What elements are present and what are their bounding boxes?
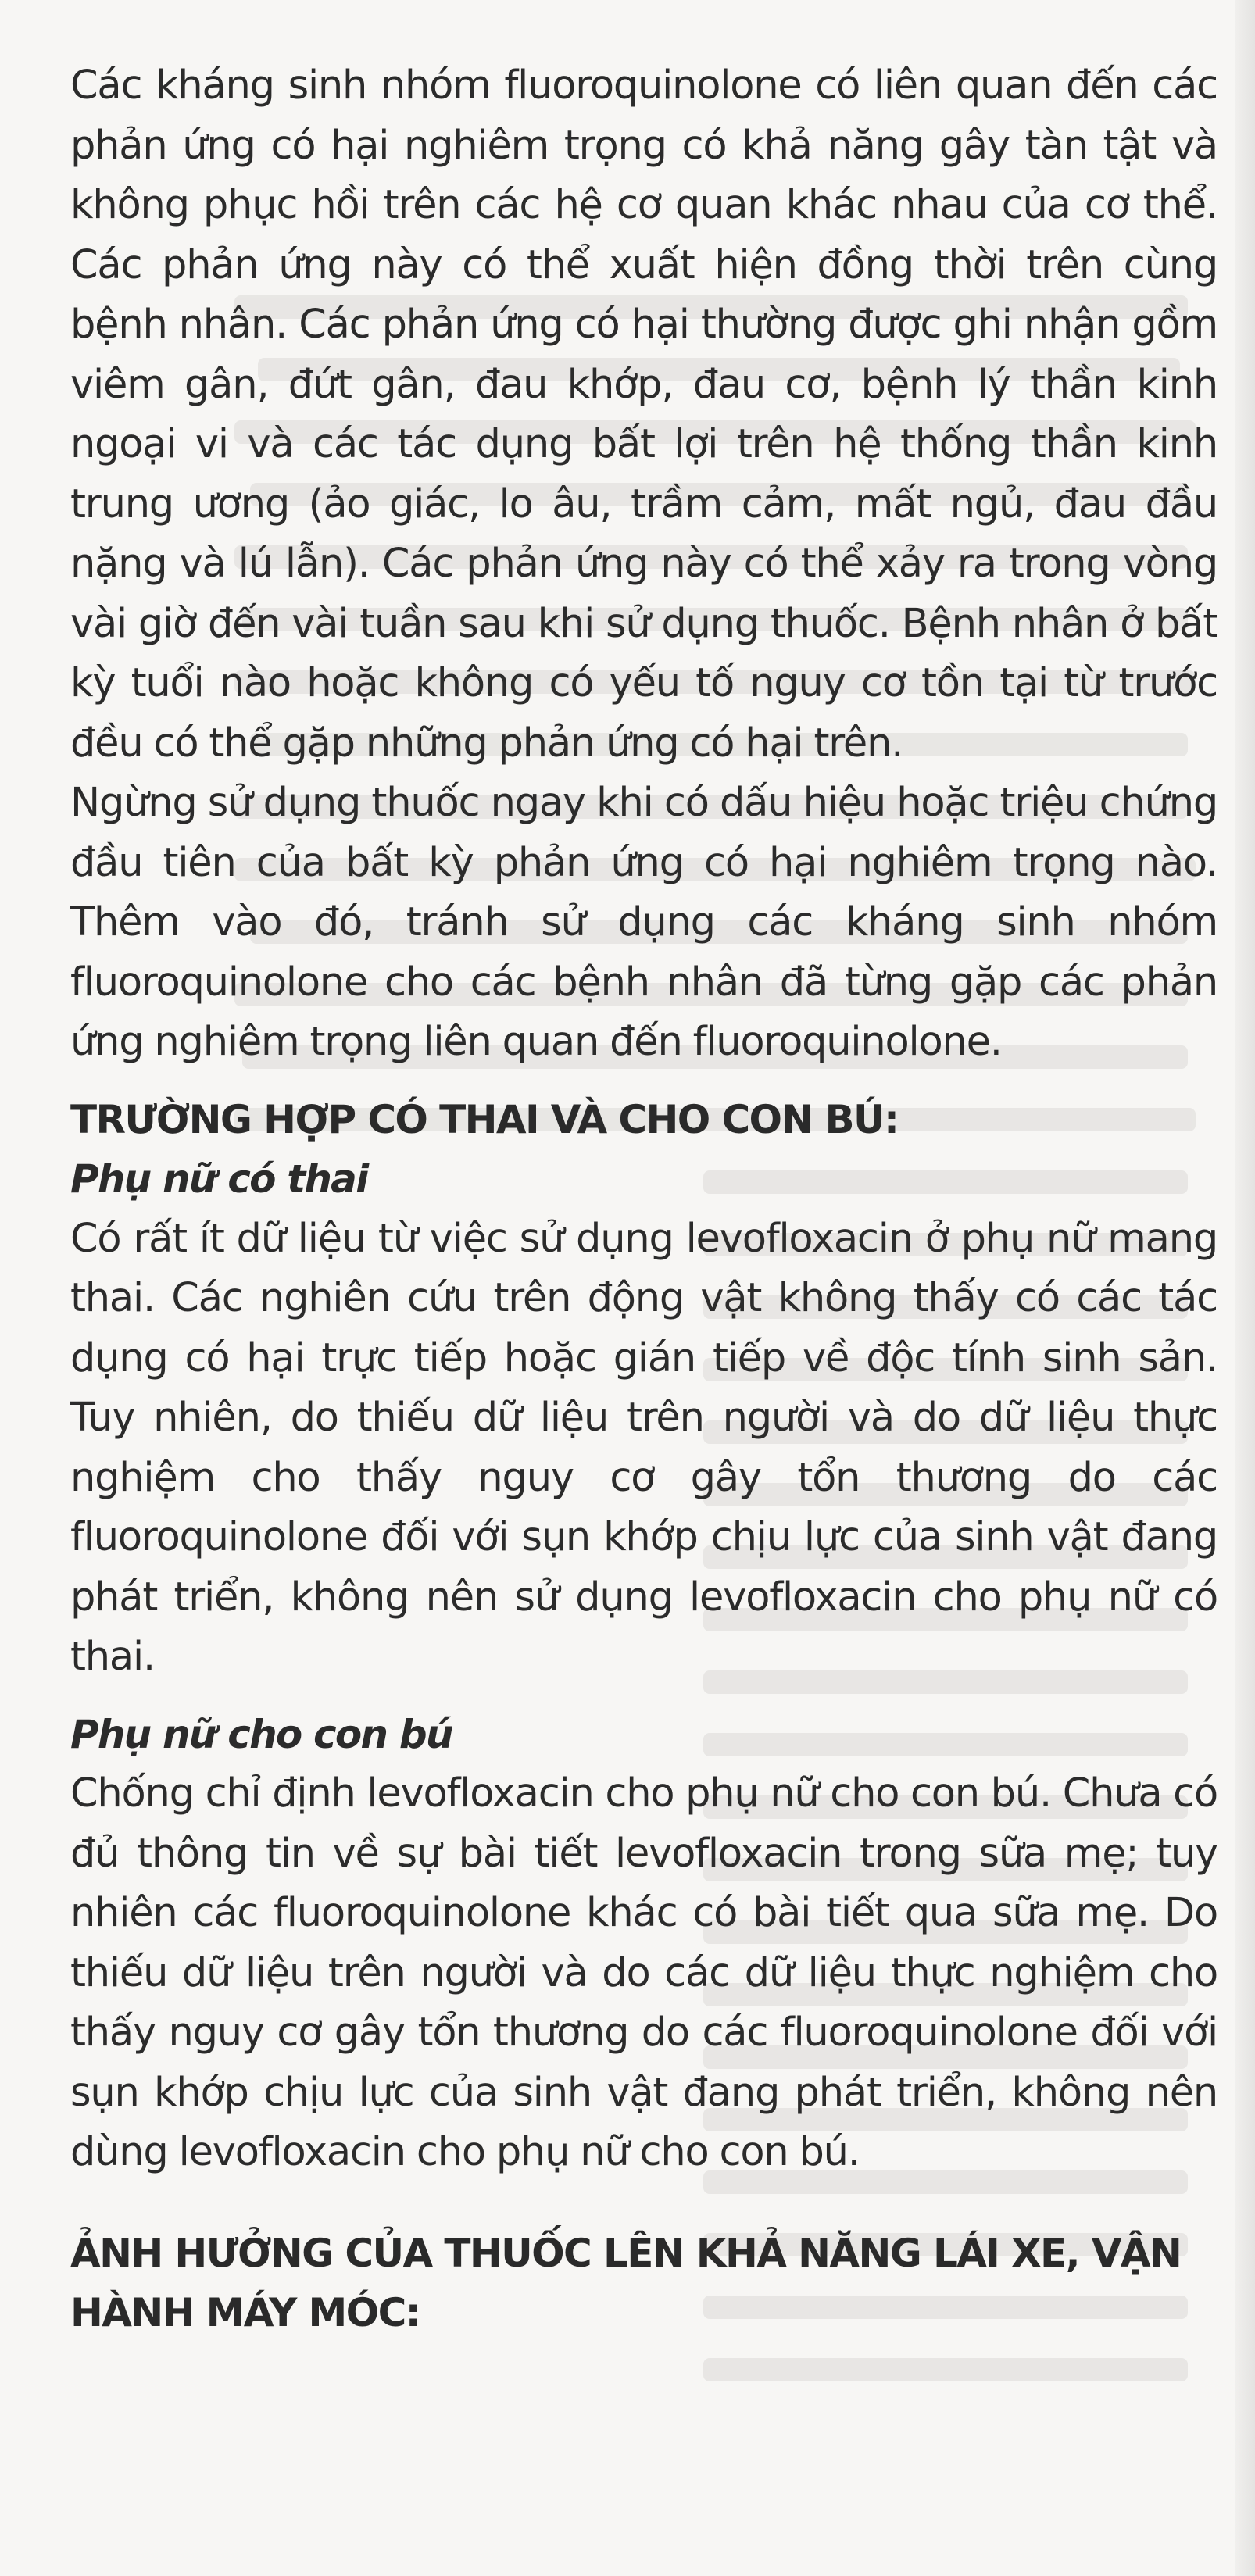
fluoroquinolone-warning-paragraph: Các kháng sinh nhóm fluoroquinolone có liên quan đến các phản ứng có hại nghiêm trọng có khả năng gây tàn tật và không phục hồi trên các hệ cơ quan khác nhau của cơ thể. Các phản ứng này có thể xuất hiện đồng thời trên cùng bệnh nhân. Các phản ứng có hại thường được ghi nhận gồm viêm gân, đứt gân, đau khớp, đau cơ, bệnh lý thần kinh ngoại vi và các tác dụng bất lợi trên hệ thống thần kinh trung ương (ảo giác, lo âu, trầm cảm, mất ngủ, đau đầu nặng và lú lẫn). Các phản ứng này có thể xảy ra trong vòng vài giờ đến vài tuần sau khi sử dụng thuốc. Bệnh nhân ở bất kỳ tuổi nào hoặc không có yếu tố nguy cơ tồn tại từ trước đều có thể gặp những phản ứng có hại trên. — [70, 63, 1217, 766]
pregnancy-paragraph: Có rất ít dữ liệu từ việc sử dụng levofloxacin ở phụ nữ mang thai. Các nghiên cứu trên động vật không thấy có các tác dụng có hại trực tiếp hoặc gián tiếp về độc tính sinh sản. Tuy nhiên, do thiếu dữ liệu trên người và do dữ liệu thực nghiệm cho thấy nguy cơ gây tổn thương do các fluoroquinolone đối với sụn khớp chịu lực của sinh vật đang phát triển, không nên sử dụng levofloxacin cho phụ nữ có thai. — [70, 1215, 1217, 1680]
page-edge-shadow — [1235, 0, 1255, 2576]
breastfeeding-paragraph: Chống chỉ định levofloxacin cho phụ nữ cho con bú. Chưa có đủ thông tin về sự bài tiết levofloxacin trong sữa mẹ; tuy nhiên các fluoroquinolone khác có bài tiết qua sữa mẹ. Do thiếu dữ liệu trên người và do các dữ liệu thực nghiệm cho thấy nguy cơ gây tổn thương do các fluoroquinolone đối với sụn khớp chịu lực của sinh vật đang phát triển, không nên dùng levofloxacin cho phụ nữ cho con bú. — [70, 1770, 1217, 2175]
discontinuation-paragraph: Ngừng sử dụng thuốc ngay khi có dấu hiệu hoặc triệu chứng đầu tiên của bất kỳ phản ứng có hại nghiêm trọng nào. Thêm vào đó, tránh sử dụng các kháng sinh nhóm fluoroquinolone cho các bệnh nhân đã từng gặp các phản ứng nghiêm trọng liên quan đến fluoroquinolone. — [70, 780, 1217, 1065]
leaflet-page — [70, 56, 1217, 2343]
pregnant-women-subheading: Phụ nữ có thai — [70, 1156, 368, 1202]
breastfeeding-subheading: Phụ nữ cho con bú — [70, 1711, 452, 1757]
pregnancy-lactation-heading: TRƯỜNG HỢP CÓ THAI VÀ CHO CON BÚ: — [70, 1096, 899, 1142]
driving-machinery-heading: ẢNH HƯỞNG CỦA THUỐC LÊN KHẢ NĂNG LÁI XE, VẬN HÀNH MÁY MÓC: — [70, 2230, 1182, 2335]
